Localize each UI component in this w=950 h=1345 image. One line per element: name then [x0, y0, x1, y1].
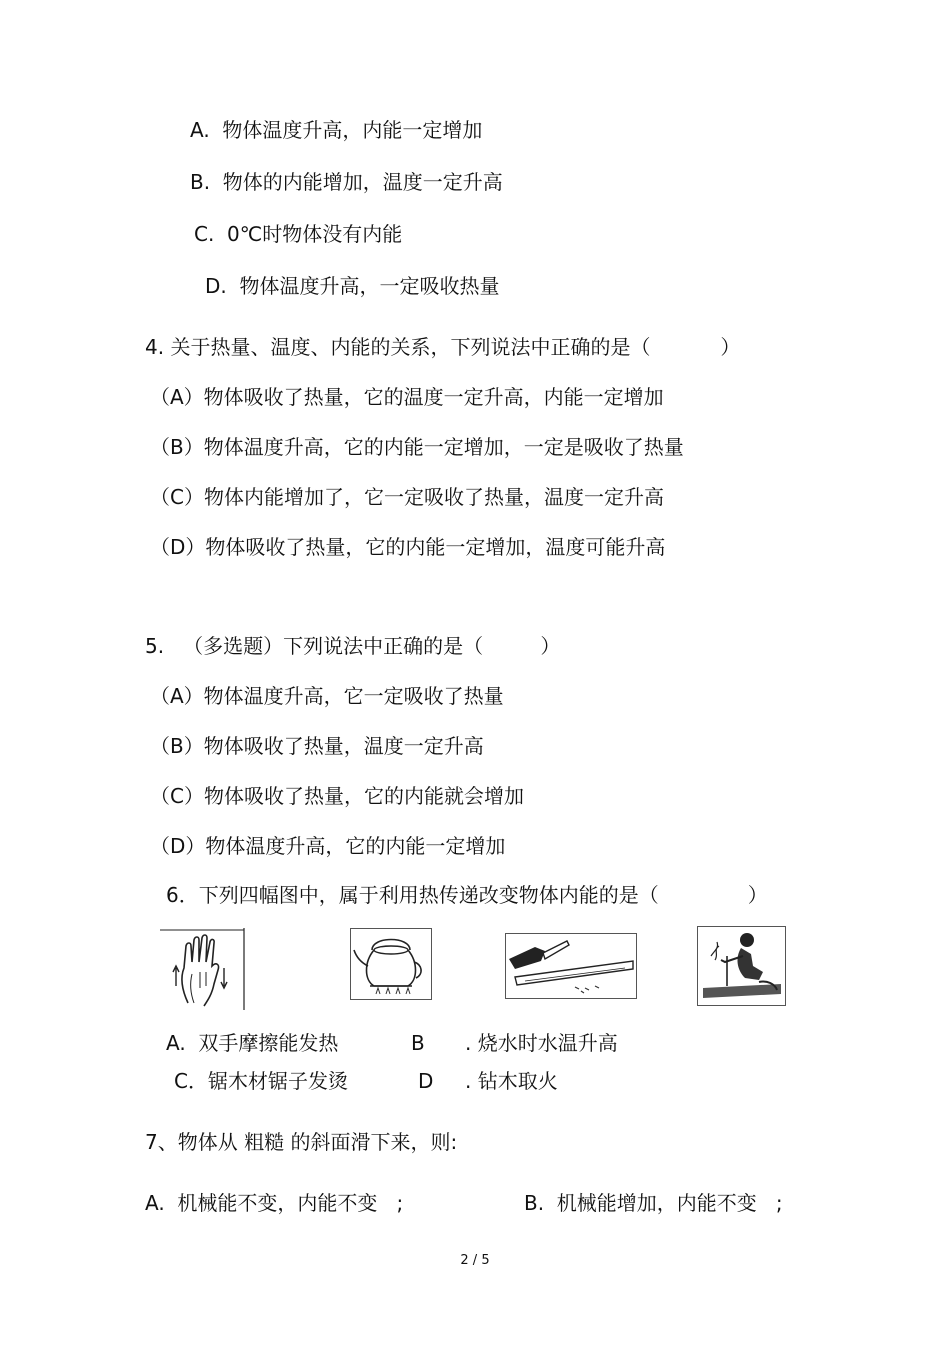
boiling-kettle-icon — [350, 928, 432, 1000]
q7-option-b: B. 机械能增加，内能不变 ; — [524, 1191, 783, 1215]
q6-option-b-letter: B — [411, 1031, 425, 1055]
q3-option-c: C. 0℃时物体没有内能 — [194, 222, 403, 246]
q3-option-d: D. 物体温度升高，一定吸收热量 — [205, 274, 500, 298]
q6-stem: 6．下列四幅图中，属于利用热传递改变物体内能的是（ ） — [166, 883, 768, 907]
drilling-wood-fire-icon — [697, 926, 786, 1006]
q4-option-a: （A）物体吸收了热量，它的温度一定升高，内能一定增加 — [150, 385, 664, 409]
q5-option-a: （A）物体温度升高，它一定吸收了热量 — [150, 684, 504, 708]
q6-option-d-text: . 钻木取火 — [465, 1069, 558, 1093]
q5-option-c: （C）物体吸收了热量，它的内能就会增加 — [150, 784, 524, 808]
q5-stem: 5. （多选题）下列说法中正确的是（ ） — [145, 634, 561, 658]
q3-option-a: A. 物体温度升高，内能一定增加 — [190, 118, 483, 142]
q7-option-a: A. 机械能不变，内能不变 ; — [145, 1191, 404, 1215]
q6-option-a: A. 双手摩擦能发热 — [166, 1031, 339, 1055]
hands-rubbing-icon — [160, 928, 246, 1010]
q7-stem: 7、物体从 粗糙 的斜面滑下来，则: — [145, 1130, 458, 1154]
q6-option-b-text: . 烧水时水温升高 — [465, 1031, 618, 1055]
page-number: 2 / 5 — [460, 1253, 490, 1268]
q6-option-d-letter: D — [418, 1069, 434, 1093]
q3-option-b: B. 物体的内能增加，温度一定升高 — [190, 170, 503, 194]
q6-option-c: C．锯木材锯子发烫 — [174, 1069, 348, 1093]
q4-option-c: （C）物体内能增加了，它一定吸收了热量，温度一定升高 — [150, 485, 664, 509]
q5-option-b: （B）物体吸收了热量，温度一定升高 — [150, 734, 484, 758]
q4-stem: 4. 关于热量、温度、内能的关系，下列说法中正确的是（ ） — [145, 335, 741, 359]
q4-option-d: （D）物体吸收了热量，它的内能一定增加，温度可能升高 — [150, 535, 666, 559]
q4-option-b: （B）物体温度升高，它的内能一定增加，一定是吸收了热量 — [150, 435, 684, 459]
q5-option-d: （D）物体温度升高，它的内能一定增加 — [150, 834, 506, 858]
sawing-wood-icon — [505, 933, 637, 999]
